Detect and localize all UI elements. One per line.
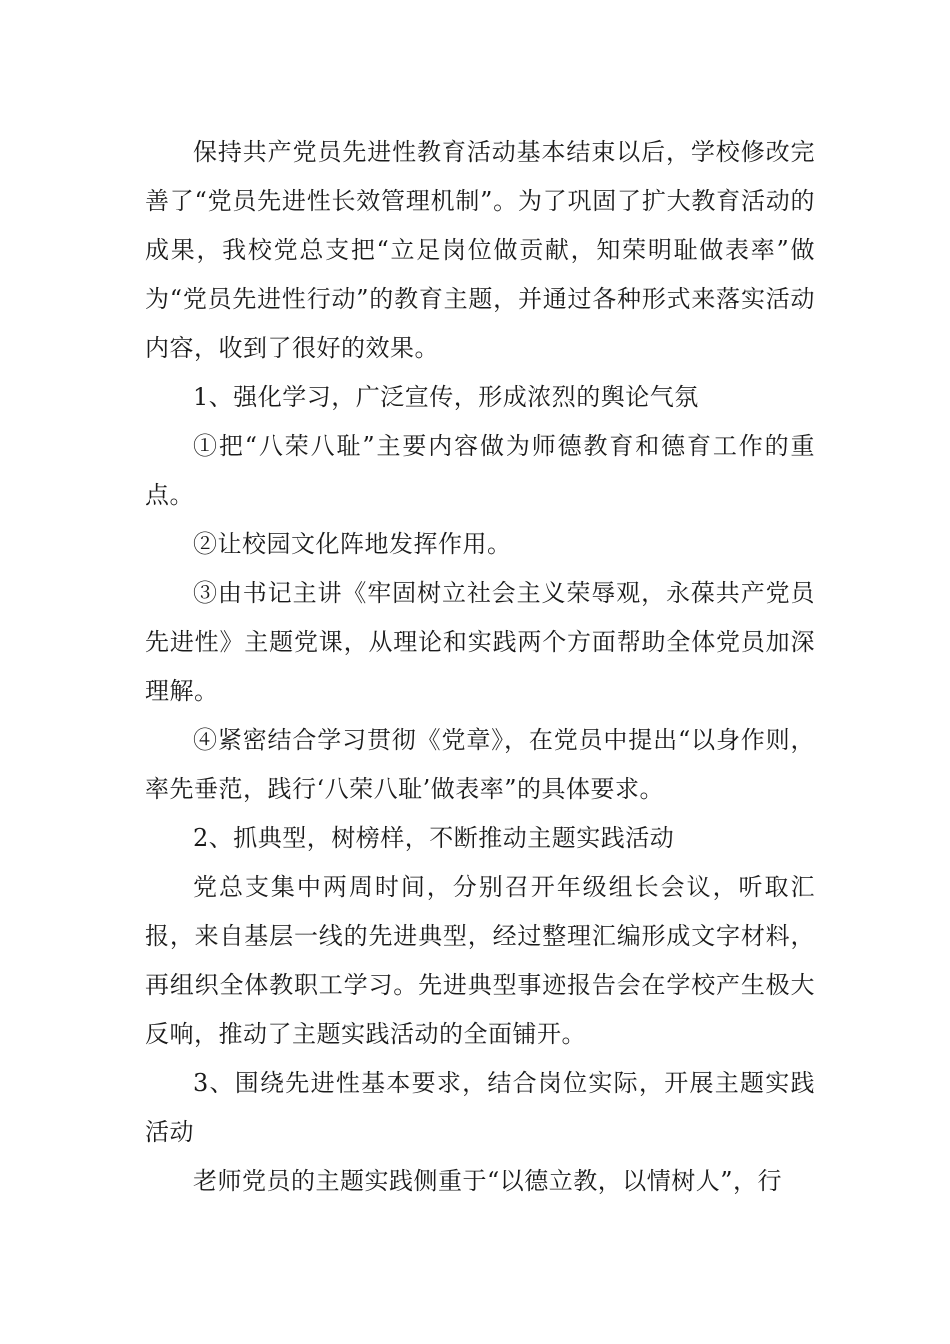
paragraph-section-2: 党总支集中两周时间，分别召开年级组长会议，听取汇报，来自基层一线的先进典型，经过整理汇编形成文字材料，再组织全体教职工学习。先进典型事迹报告会在学校产生极大反响，推动了主题实践活动的全面铺开。 bbox=[145, 873, 815, 1048]
section-heading-3: 3、围绕先进性基本要求，结合岗位实际，开展主题实践活动 bbox=[145, 1069, 815, 1146]
paragraph-section-3: 老师党员的主题实践侧重于“以德立教，以情树人”，行 bbox=[193, 1167, 783, 1195]
list-item-4: ④紧密结合学习贯彻《党章》，在党员中提出“以身作则，率先垂范，践行‘八荣八耻’做表率”的具体要求。 bbox=[145, 726, 815, 803]
section-heading-2: 2、抓典型，树榜样，不断推动主题实践活动 bbox=[193, 824, 675, 852]
document-body bbox=[145, 128, 815, 1206]
paragraph-intro: 保持共产党员先进性教育活动基本结束以后，学校修改完善了“党员先进性长效管理机制”。为了巩固了扩大教育活动的成果，我校党总支把“立足岗位做贡献，知荣明耻做表率”做为“党员先进性行动”的教育主题，并通过各种形式来落实活动内容，收到了很好的效果。 bbox=[145, 138, 815, 362]
section-heading-1: 1、强化学习，广泛宣传，形成浓烈的舆论气氛 bbox=[193, 383, 699, 411]
list-item-1: ①把“八荣八耻”主要内容做为师德教育和德育工作的重点。 bbox=[145, 432, 815, 509]
list-item-3: ③由书记主讲《牢固树立社会主义荣辱观，永葆共产党员先进性》主题党课，从理论和实践两个方面帮助全体党员加深理解。 bbox=[145, 579, 815, 705]
list-item-2: ②让校园文化阵地发挥作用。 bbox=[193, 530, 512, 558]
